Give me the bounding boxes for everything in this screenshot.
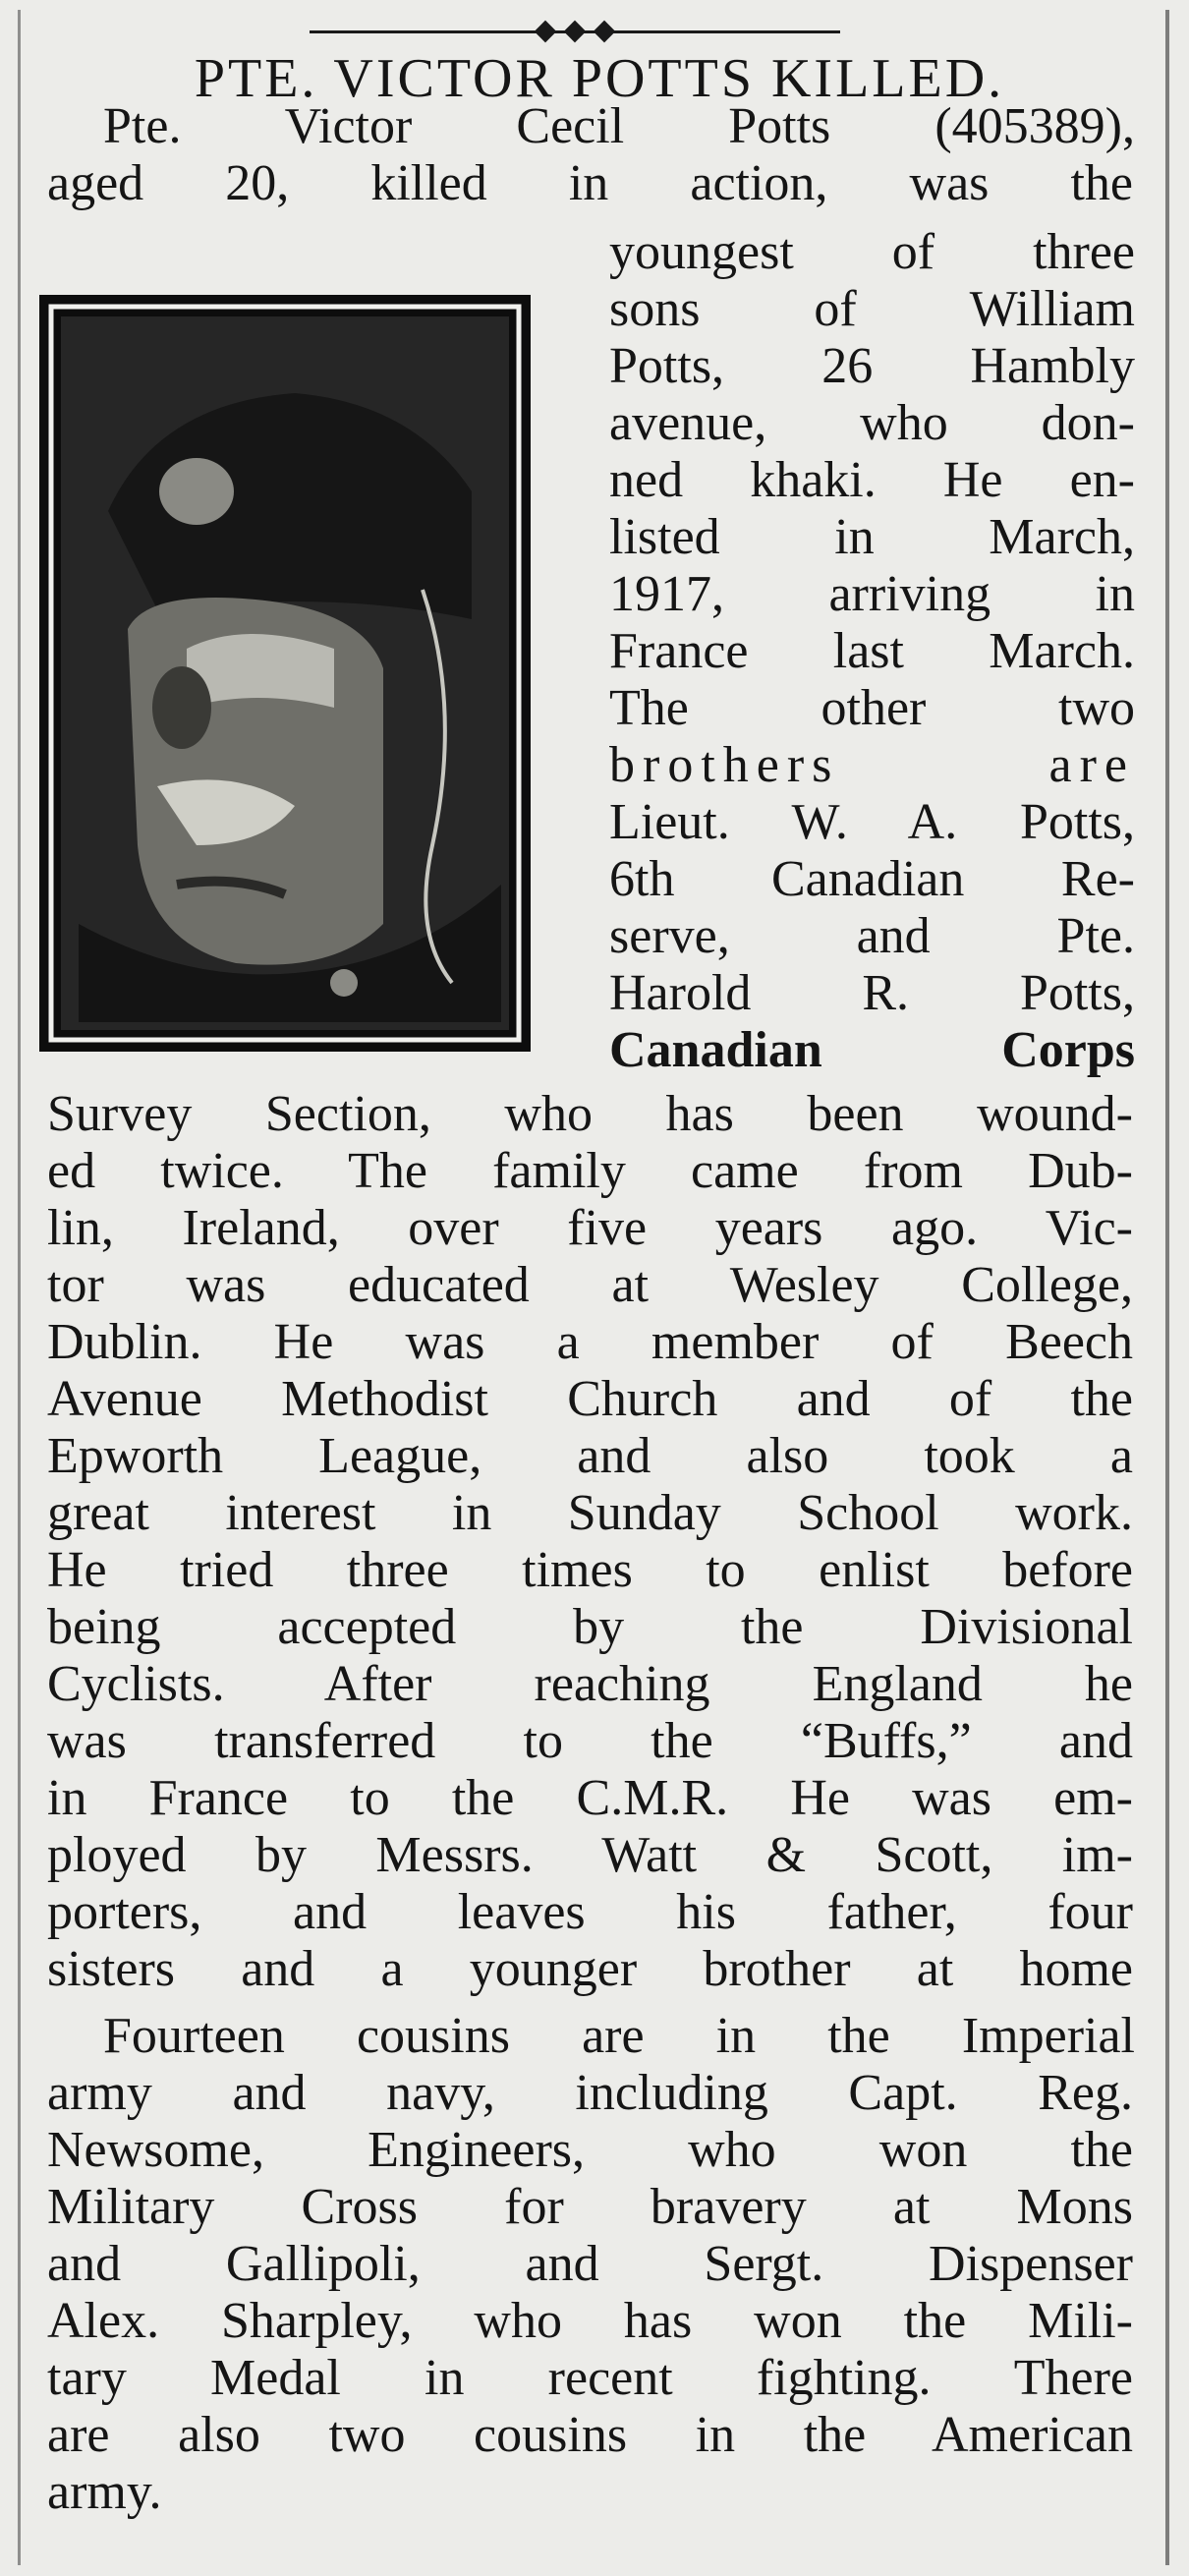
text-line: France last March. bbox=[609, 623, 1135, 679]
text-line: Lieut. W. A. Potts, bbox=[609, 794, 1135, 850]
text-line: was transferred to the “Buffs,” and bbox=[47, 1713, 1133, 1769]
text-line: Canadian Corps bbox=[609, 1022, 1135, 1078]
text-line: listed in March, bbox=[609, 509, 1135, 565]
text-line: in France to the C.M.R. He was em- bbox=[47, 1770, 1133, 1826]
text-line: The other two bbox=[609, 680, 1135, 736]
text-line: youngest of three bbox=[609, 224, 1135, 280]
text-line: Military Cross for bravery at Mons bbox=[47, 2179, 1133, 2235]
text-line: tary Medal in recent fighting. There bbox=[47, 2350, 1133, 2406]
text-line: ed twice. The family came from Dub- bbox=[47, 1143, 1133, 1199]
text-line: tor was educated at Wesley College, bbox=[47, 1257, 1133, 1313]
column-rule-right bbox=[1165, 10, 1169, 2565]
text-line: sons of William bbox=[609, 281, 1135, 337]
text-line: Avenue Methodist Church and of the bbox=[47, 1371, 1133, 1427]
portrait-photo bbox=[39, 295, 531, 1052]
text-line: ned khaki. He en- bbox=[609, 452, 1135, 508]
text-line: ployed by Messrs. Watt & Scott, im- bbox=[47, 1827, 1133, 1883]
text-line: army and navy, including Capt. Reg. bbox=[47, 2065, 1133, 2121]
text-line: serve, and Pte. bbox=[609, 908, 1135, 964]
text-line: Newsome, Engineers, who won the bbox=[47, 2122, 1133, 2178]
text-line: Pte. Victor Cecil Potts (405389), bbox=[103, 98, 1135, 154]
text-line: Epworth League, and also took a bbox=[47, 1428, 1133, 1484]
text-line: Dublin. He was a member of Beech bbox=[47, 1314, 1133, 1370]
text-line: porters, and leaves his father, four bbox=[47, 1884, 1133, 1940]
text-line: sisters and a younger brother at home bbox=[47, 1941, 1133, 1997]
text-line: army. bbox=[47, 2464, 162, 2520]
text-line: aged 20, killed in action, was the bbox=[47, 155, 1133, 211]
headline: PTE. VICTOR POTTS KILLED. bbox=[194, 48, 1005, 109]
text-line: great interest in Sunday School work. bbox=[47, 1485, 1133, 1541]
text-line: being accepted by the Divisional bbox=[47, 1599, 1133, 1655]
text-line: Cyclists. After reaching England he bbox=[47, 1656, 1133, 1712]
text-line: brothers are bbox=[609, 737, 1135, 793]
text-line: Harold R. Potts, bbox=[609, 965, 1135, 1021]
text-line: Survey Section, who has been wound- bbox=[47, 1086, 1133, 1142]
text-line: Alex. Sharpley, who has won the Mili- bbox=[47, 2293, 1133, 2349]
text-line: Fourteen cousins are in the Imperial bbox=[103, 2008, 1135, 2064]
text-line: 6th Canadian Re- bbox=[609, 851, 1135, 907]
text-line: are also two cousins in the American bbox=[47, 2407, 1133, 2463]
ornamental-rule bbox=[310, 20, 840, 43]
text-line: He tried three times to enlist before bbox=[47, 1542, 1133, 1598]
text-line: Potts, 26 Hambly bbox=[609, 338, 1135, 394]
text-line: 1917, arriving in bbox=[609, 566, 1135, 622]
text-line: lin, Ireland, over five years ago. Vic- bbox=[47, 1200, 1133, 1256]
text-line: avenue, who don- bbox=[609, 395, 1135, 451]
text-line: and Gallipoli, and Sergt. Dispenser bbox=[47, 2236, 1133, 2292]
column-rule-left bbox=[18, 10, 21, 2565]
